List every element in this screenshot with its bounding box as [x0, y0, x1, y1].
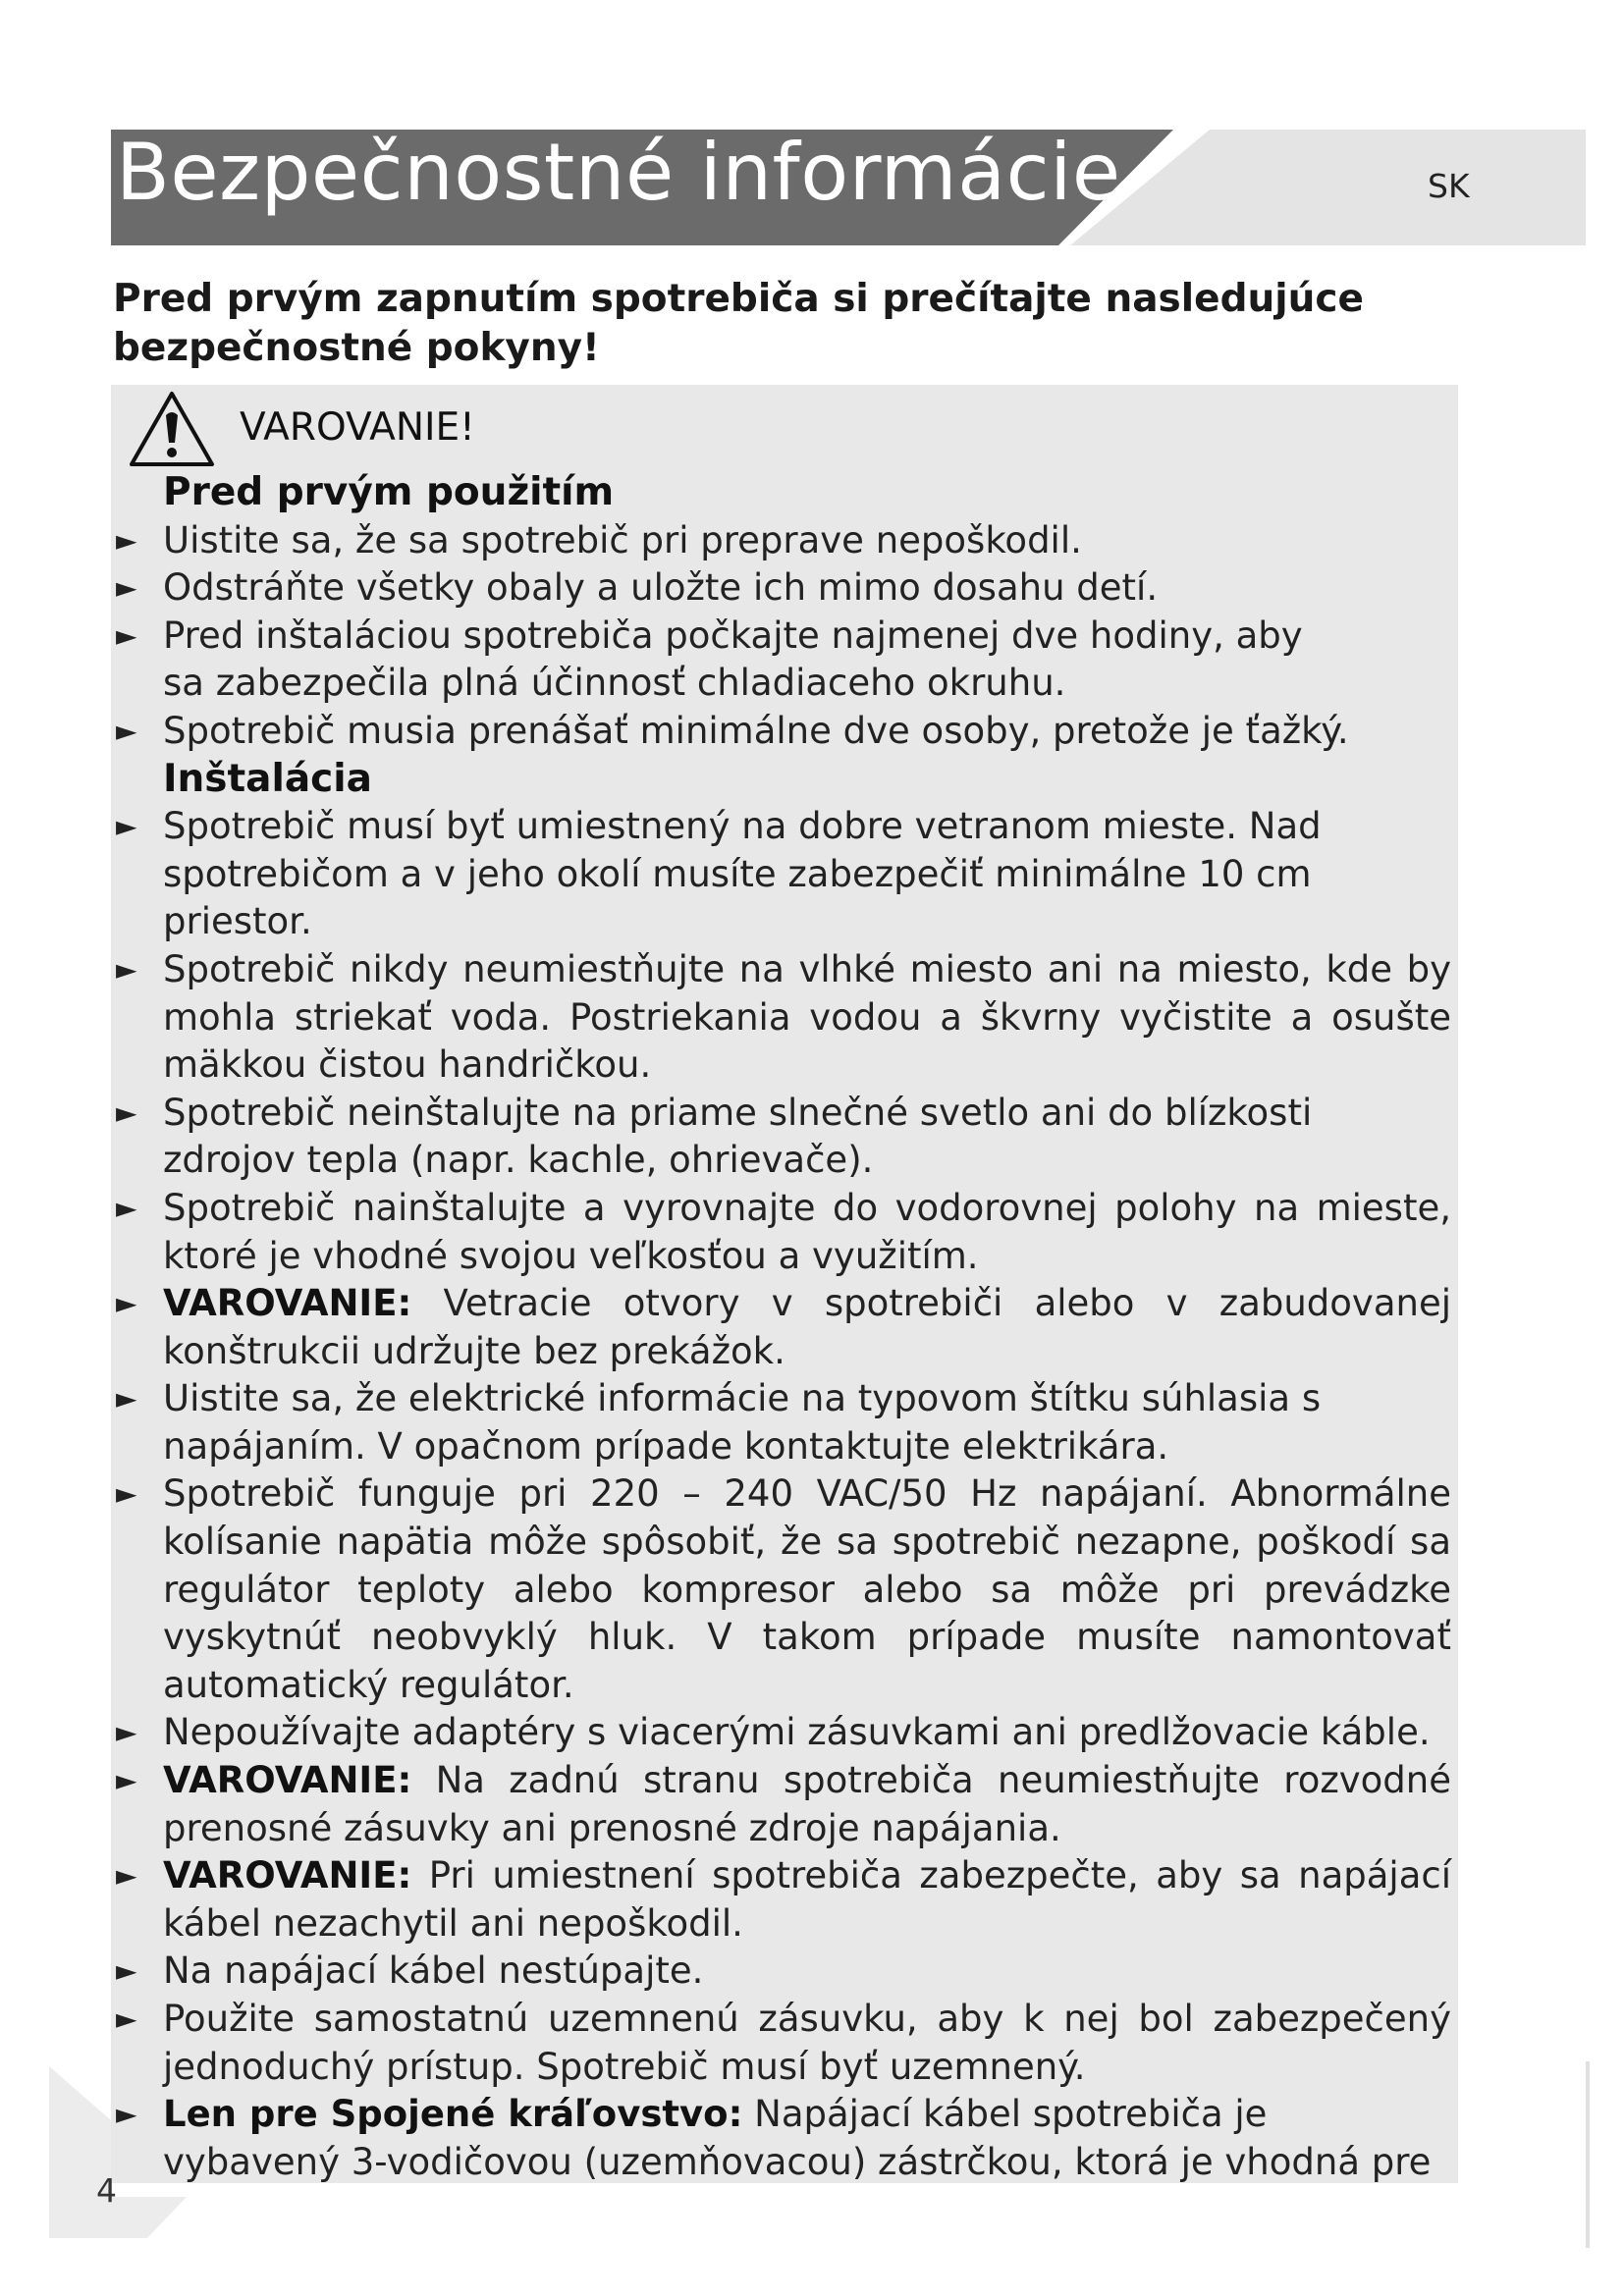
list-item: ► Spotrebič nikdy neumiestňujte na vlhké miesto ani na miesto, kde by mohla striekať voda. Postriekania vodou a škvrny vyčistite a osušte mäkkou čistou handričkou. [116, 947, 1451, 1087]
list-item: ► VAROVANIE: Na zadnú stranu spotrebiča neumiestňujte rozvodné prenosné zásuvky ani prenosné zdroje napájania. [116, 1759, 1451, 1849]
bullet-arrow-icon: ► [116, 1859, 137, 1893]
bullet-arrow-icon: ► [116, 1764, 137, 1797]
bullet-arrow-icon: ► [116, 523, 137, 557]
list-item: ► Uistite sa, že elektrické informácie na typovom štítku súhlasia s napájaním. V opačnom prípade kontaktujte elektrikára. [116, 1377, 1322, 1468]
warning-header [128, 388, 717, 470]
first-use-list [116, 517, 1451, 756]
list-item: ► Spotrebič musia prenášať minimálne dve osoby, pretože je ťažký. [116, 708, 1451, 756]
list-item: ► Pred inštaláciou spotrebiča počkajte najmenej dve hodiny, aby sa zabezpečila plná účinnosť chladiaceho okruhu. [116, 614, 1303, 705]
list-item: ► Spotrebič musí byť umiestnený na dobre vetranom mieste. Nad spotrebičom a v jeho okolí musíte zabezpečiť minimálne 10 cm priestor. [116, 805, 1322, 943]
bullet-arrow-icon: ► [116, 1716, 137, 1749]
list-item: ► Uistite sa, že sa spotrebič pri preprave nepoškodil. [116, 517, 1451, 565]
list-item: ► Na napájací kábel nestúpajte. [116, 1948, 1451, 1996]
language-code: SK [1428, 167, 1470, 205]
list-item: ► Spotrebič funguje pri 220 – 240 VAC/50 Hz napájaní. Abnormálne kolísanie napätia môže spôsobiť, že sa spotrebič nezapne, poškodí sa regulátor teploty alebo kompresor alebo sa môže pri prevádzke vyskytnúť neobvyklý hluk. V takom prípade musíte namontovať automatický regulátor. [116, 1472, 1451, 1706]
list-item: ► Použite samostatnú uzemnenú zásuvku, aby k nej bol zabezpečený jednoduchý prístup. Spotrebič musí byť uzemnený. [116, 1998, 1451, 2088]
bullet-arrow-icon: ► [116, 1382, 137, 1415]
section-heading-first-use: Pred prvým použitím [163, 470, 615, 514]
list-item: ► VAROVANIE: Vetracie otvory v spotrebiči alebo v zabudovanej konštrukcii udržujte bez prekážok. [116, 1282, 1451, 1372]
bullet-arrow-icon: ► [116, 810, 137, 843]
bullet-arrow-icon: ► [116, 571, 137, 605]
warning-triangle-icon [128, 388, 216, 470]
bullet-arrow-icon: ► [116, 1095, 137, 1129]
page-title: Bezpečnostné informácie [116, 127, 1121, 218]
bullet-arrow-icon: ► [116, 618, 137, 652]
bullet-arrow-icon: ► [116, 714, 137, 747]
list-item: ► Spotrebič nainštalujte a vyrovnajte do vodorovnej polohy na mieste, ktoré je vhodné svojou veľkosťou a využitím. [116, 1186, 1451, 1277]
intro-instruction: Pred prvým zapnutím spotrebiča si prečítajte nasledujúce bezpečnostné pokyny! [113, 277, 1364, 370]
warning-label: VAROVANIE! [240, 405, 475, 450]
list-item: ► Len pre Spojené kráľovstvo: Napájací kábel spotrebiča je vybavený 3-vodičovou (uzemňovacou) zástrčkou, ktorá je vhodná pre [116, 2093, 1432, 2183]
bullet-arrow-icon: ► [116, 1477, 137, 1511]
list-item: ► VAROVANIE: Pri umiestnení spotrebiča zabezpečte, aby sa napájací kábel nezachytil ani nepoškodil. [116, 1854, 1452, 1945]
bullet-arrow-icon: ► [116, 2098, 137, 2131]
bullet-arrow-icon: ► [116, 952, 137, 986]
bullet-arrow-icon: ► [116, 1287, 137, 1320]
safety-instructions [116, 469, 1451, 2186]
section-heading-installation: Inštalácia [163, 756, 372, 801]
bullet-arrow-icon: ► [116, 1191, 137, 1224]
list-item: ► Nepoužívajte adaptéry s viacerými zásuvkami ani predlžovacie káble. [116, 1709, 1451, 1757]
bullet-arrow-icon: ► [116, 2002, 137, 2035]
list-item: ► Spotrebič neinštalujte na priame slnečné svetlo ani do blízkosti zdrojov tepla (napr. kachle, ohrievače). [116, 1091, 1313, 1182]
installation-list [116, 803, 1451, 2186]
bullet-arrow-icon: ► [116, 1954, 137, 1988]
list-item: ► Odstráňte všetky obaly a uložte ich mimo dosahu detí. [116, 564, 1451, 613]
page-number: 4 [96, 2171, 117, 2210]
